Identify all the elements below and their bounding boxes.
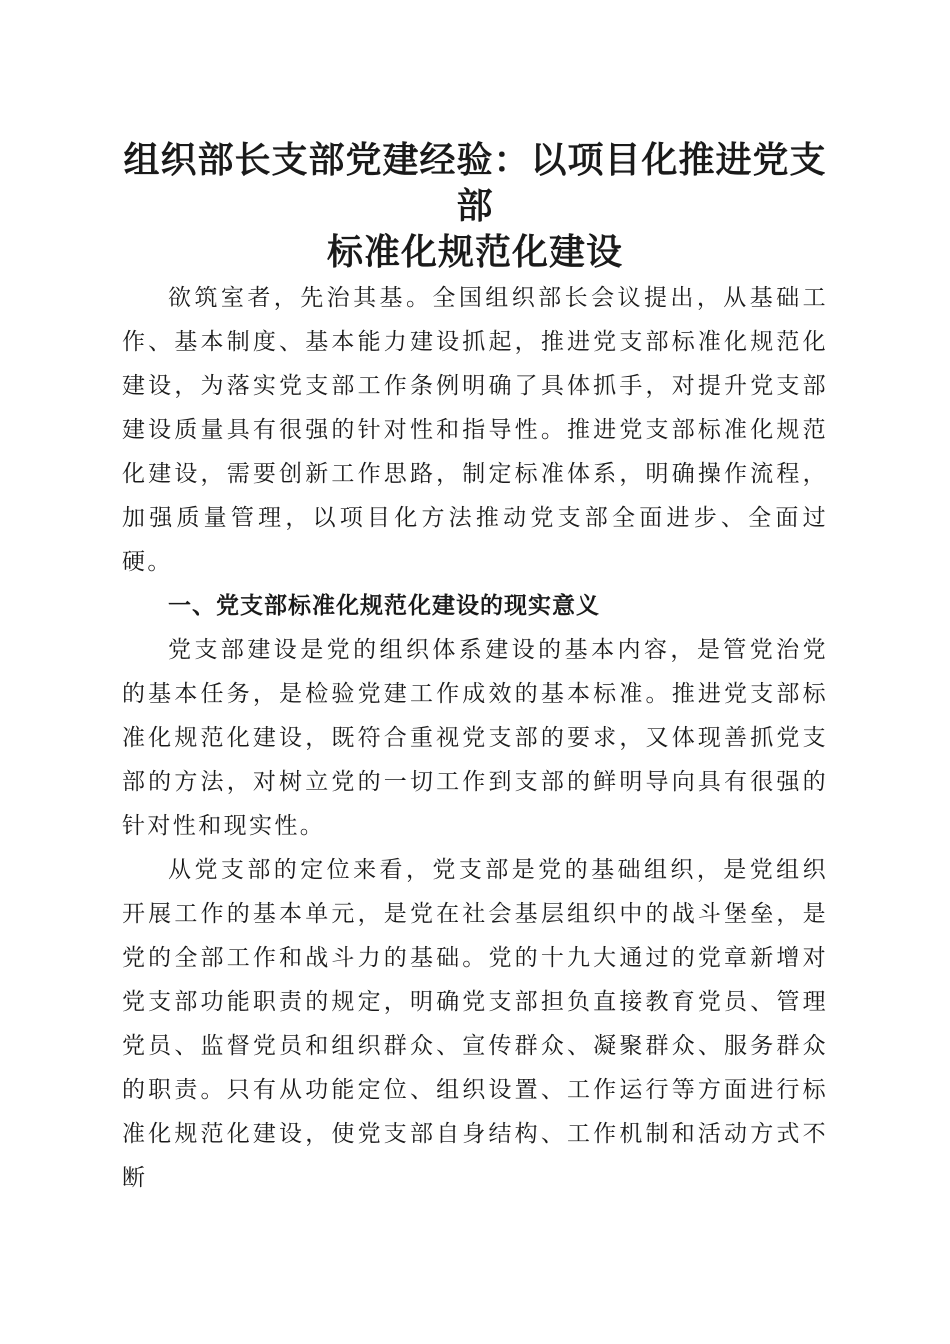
document-body	[122, 276, 828, 1200]
paragraph-section-2: 从党支部的定位来看，党支部是党的基础组织，是党组织开展工作的基本单元，是党在社会基层组织中的战斗堡垒，是党的全部工作和战斗力的基础。党的十九大通过的党章新增对党支部功能职责的规定，明确党支部担负直接教育党员、管理党员、监督党员和组织群众、宣传群众、凝聚群众、服务群众的职责。只有从功能定位、组织设置、工作运行等方面进行标准化规范化建设，使党支部自身结构、工作机制和活动方式不断	[122, 857, 828, 1191]
paragraph-intro: 欲筑室者，先治其基。全国组织部长会议提出，从基础工作、基本制度、基本能力建设抓起，推进党支部标准化规范化建设，为落实党支部工作条例明确了具体抓手，对提升党支部建设质量具有很强的针对性和指导性。推进党支部标准化规范化建设，需要创新工作思路，制定标准体系，明确操作流程，加强质量管理，以项目化方法推动党支部全面进步、全面过硬。	[122, 285, 828, 575]
title-line-2: 标准化规范化建设	[326, 232, 623, 273]
title-line-1: 组织部长支部党建经验：以项目化推进党支部	[123, 140, 827, 227]
paragraph-section-1: 党支部建设是党的组织体系建设的基本内容，是管党治党的基本任务，是检验党建工作成效的基本标准。推进党支部标准化规范化建设，既符合重视党支部的要求，又体现善抓党支部的方法，对树立党的一切工作到支部的鲜明导向具有很强的针对性和现实性。	[122, 637, 828, 839]
document-title	[110, 138, 840, 276]
section-heading: 一、党支部标准化规范化建设的现实意义	[168, 593, 600, 619]
